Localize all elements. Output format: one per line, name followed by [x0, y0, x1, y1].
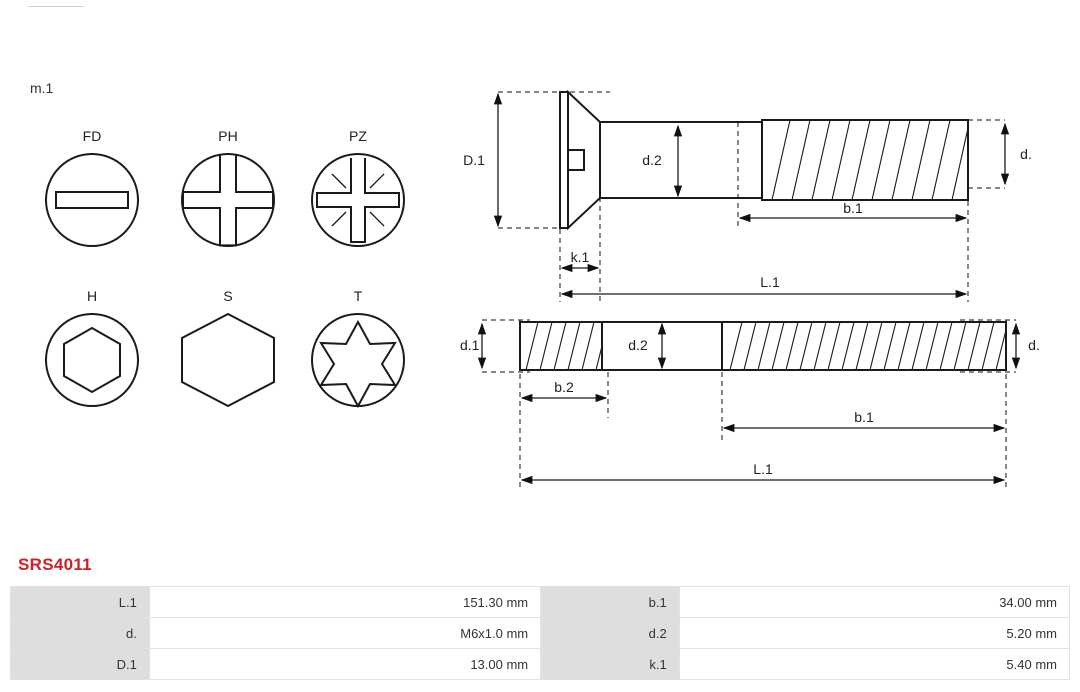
head-type-s: [164, 288, 292, 408]
head-type-ph: [164, 128, 292, 248]
spec-value: 5.40 mm: [679, 649, 1069, 680]
svg-text:L.1: L.1: [760, 274, 780, 290]
head-type-s-label: S: [223, 288, 233, 304]
head-type-h-label: H: [86, 288, 98, 304]
svg-text:b.2: b.2: [554, 379, 574, 395]
spec-value: 5.20 mm: [679, 618, 1069, 649]
spec-value: M6x1.0 mm: [149, 618, 540, 649]
spec-key: d.2: [541, 618, 680, 649]
part-number: SRS4011: [18, 555, 92, 574]
marker-label: m.1: [30, 80, 54, 96]
svg-text:L.1: L.1: [753, 461, 773, 477]
pozidriv-head-icon: [310, 152, 406, 248]
spec-key: D.1: [11, 649, 150, 680]
svg-text:k.1: k.1: [570, 249, 590, 265]
head-type-fd-label: FD: [82, 128, 102, 144]
head-type-pz-label: PZ: [349, 128, 367, 144]
svg-text:d.: d.: [1020, 146, 1032, 162]
spec-key: d.: [11, 618, 150, 649]
svg-text:D.1: D.1: [463, 152, 485, 168]
phillips-head-icon: [180, 152, 276, 248]
slotted-head-icon: [44, 152, 140, 248]
top-divider: [28, 6, 84, 7]
head-type-pz: [294, 128, 422, 248]
spec-key: b.1: [541, 587, 680, 618]
spec-key: L.1: [11, 587, 150, 618]
spec-key: k.1: [541, 649, 680, 680]
head-type-t-label: T: [353, 288, 363, 304]
svg-text:b.1: b.1: [854, 409, 874, 425]
torx-head-icon: [310, 312, 406, 408]
specifications-table: [10, 586, 1070, 680]
spec-value: 13.00 mm: [149, 649, 540, 680]
svg-text:d.2: d.2: [628, 337, 648, 353]
head-type-ph-label: PH: [218, 128, 238, 144]
hex-external-head-icon: [180, 312, 276, 408]
table-row: [11, 587, 1070, 618]
svg-text:d.2: d.2: [642, 152, 662, 168]
countersunk-screw-drawing: [460, 70, 1040, 320]
threaded-stud-drawing: [460, 300, 1040, 510]
svg-text:d.: d.: [1028, 337, 1040, 353]
head-type-t: [294, 288, 422, 408]
table-row: [11, 649, 1070, 680]
table-row: [11, 618, 1070, 649]
head-type-h: [28, 288, 156, 408]
svg-text:b.1: b.1: [843, 200, 863, 216]
svg-text:d.1: d.1: [460, 337, 480, 353]
head-type-fd: [28, 128, 156, 248]
spec-value: 34.00 mm: [679, 587, 1069, 618]
hex-socket-head-icon: [44, 312, 140, 408]
spec-value: 151.30 mm: [149, 587, 540, 618]
